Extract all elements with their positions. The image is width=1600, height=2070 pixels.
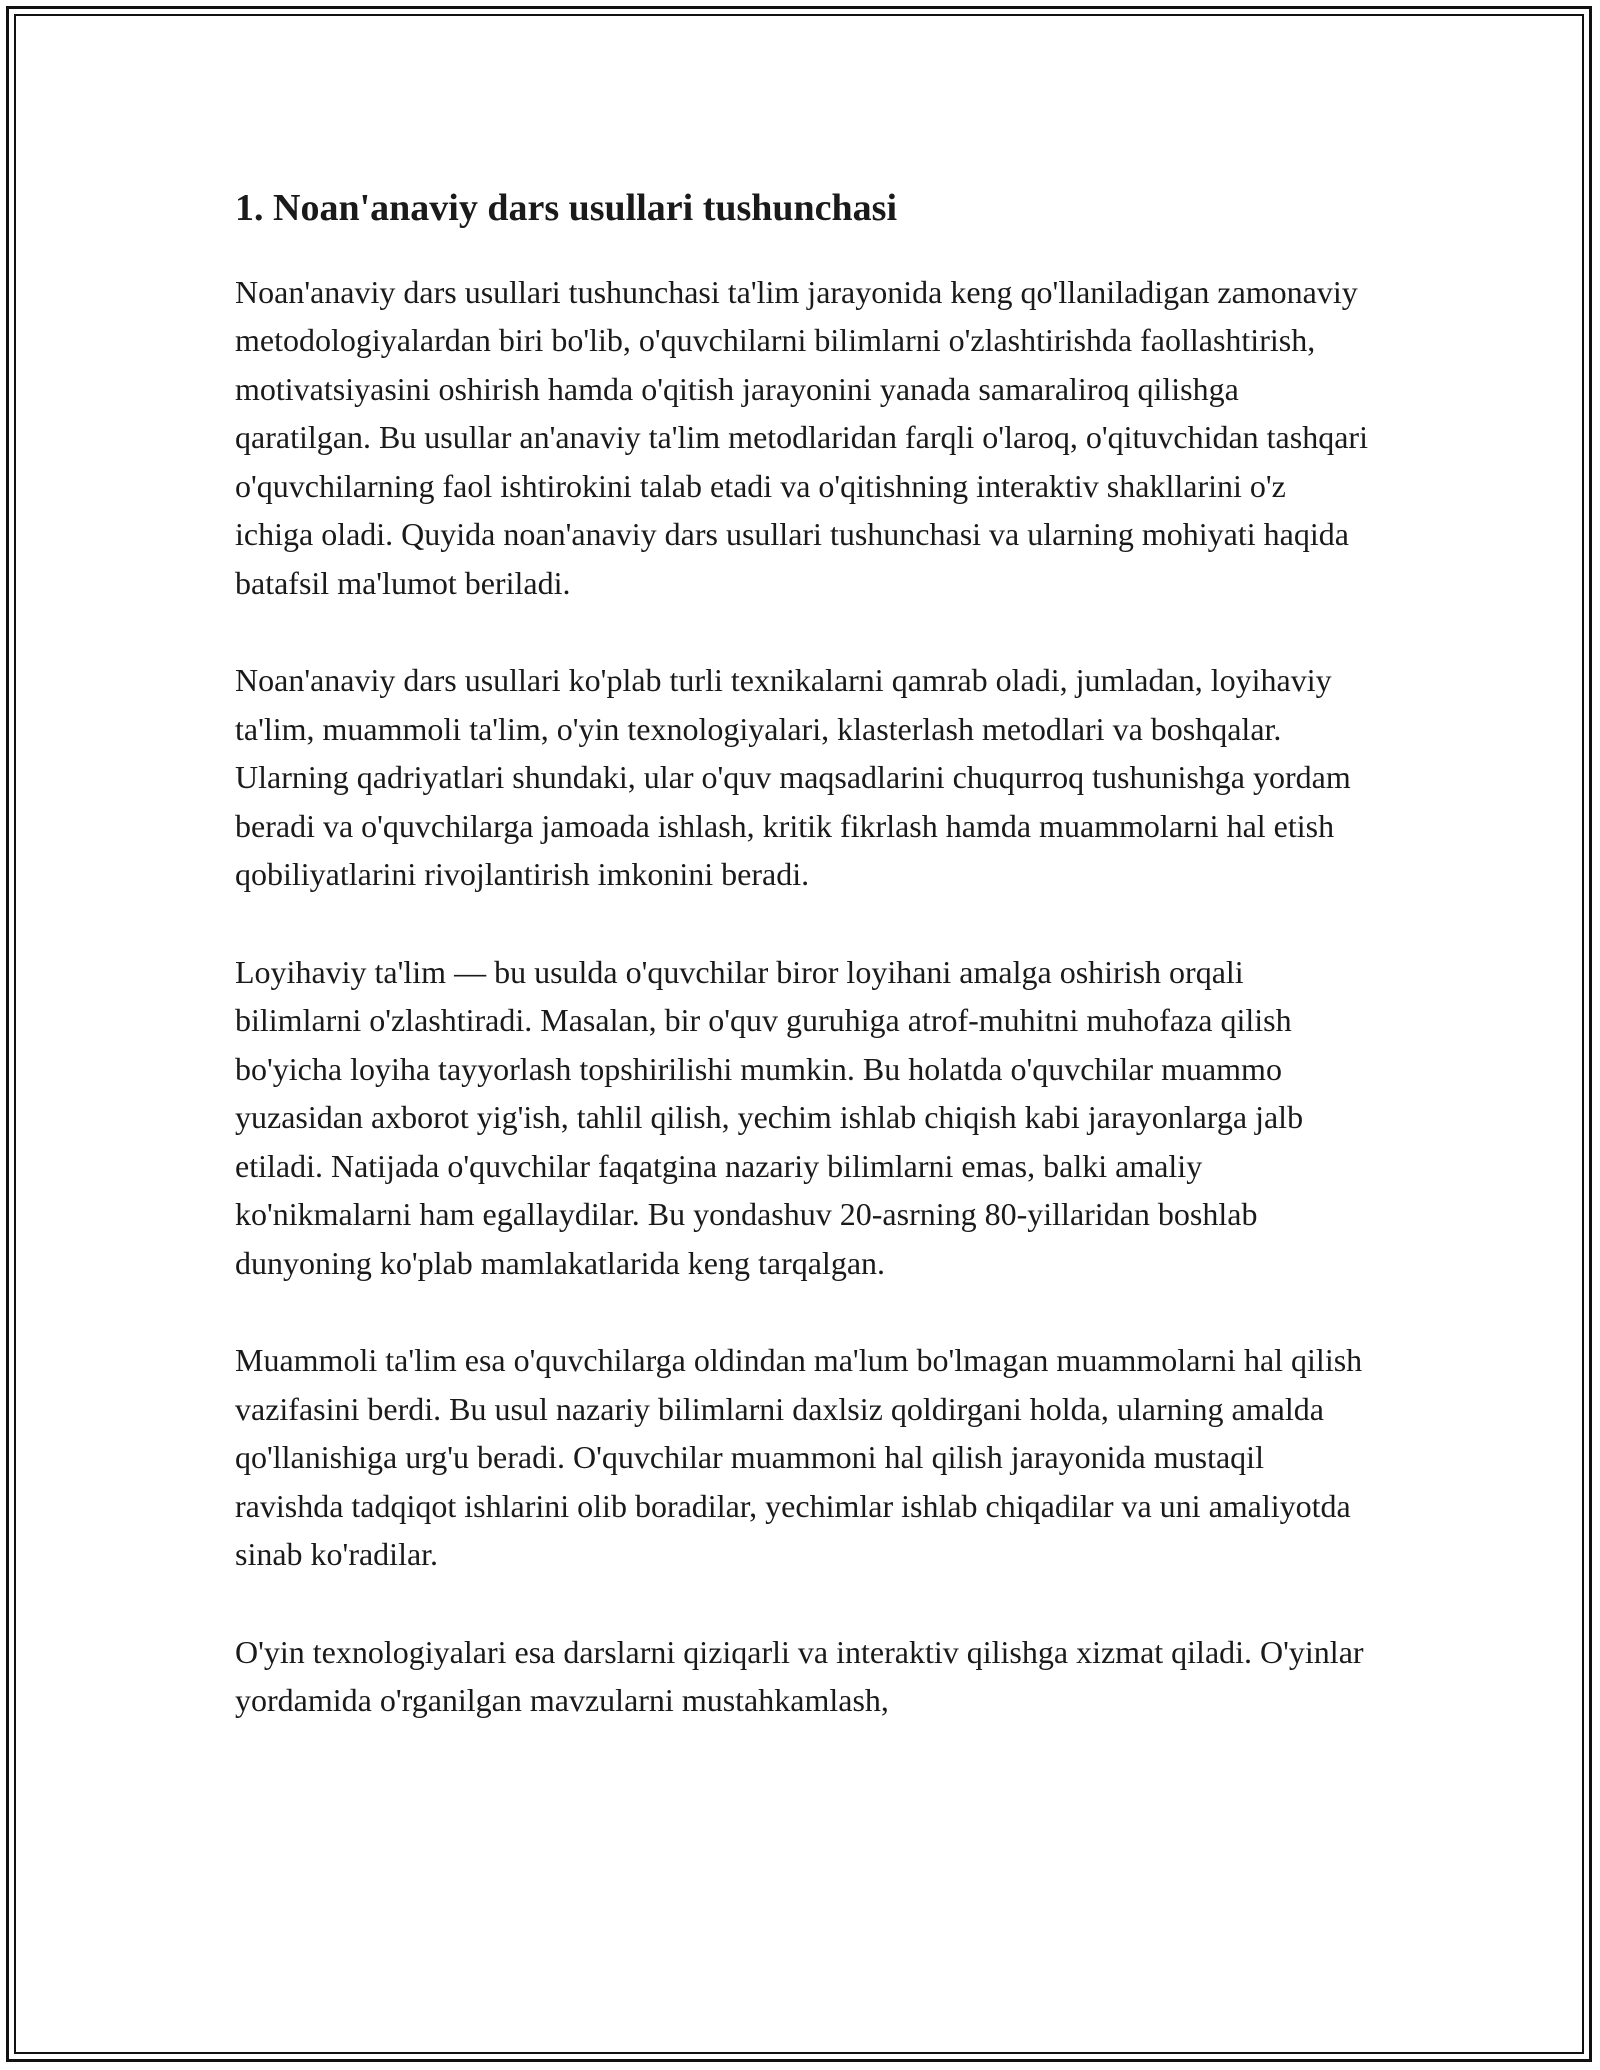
document-page [235, 186, 1370, 1774]
paragraph-project-learning: Loyihaviy ta'lim — bu usulda o'quvchilar biror loyihani amalga oshirish orqali bilimlarni o'zlashtiradi. Masalan, bir o'quv guruhiga atrof-muhitni muhofaza qilish bo'yicha loyiha tayyorlash topshirilishi mumkin. Bu holatda o'quvchilar muammo yuzasidan axborot yig'ish, tahlil qilish, yechim ishlab chiqish kabi jarayonlarga jalb etiladi. Natijada o'quvchilar faqatgina nazariy bilimlarni emas, balki amaliy ko'nikmalarni ham egallaydilar. Bu yondashuv 20-asrning 80-yillaridan boshlab dunyoning ko'plab mamlakatlarida keng tarqalgan. [235, 953, 1304, 1281]
paragraph-intro: Noan'anaviy dars usullari tushunchasi ta'lim jarayonida keng qo'llaniladigan zamonaviy metodologiyalardan biri bo'lib, o'quvchilarni bilimlarni o'zlashtirishda faollashtirish, motivatsiyasini oshirish hamda o'qitish jarayonini yanada samaraliroq qilishga qaratilgan. Bu usullar an'anaviy ta'lim metodlaridan farqli o'laroq, o'qituvchidan tashqari o'quvchilarning faol ishtirokini talab etadi va o'qitishning interaktiv shakllarini o'z ichiga oladi. Quyida noan'anaviy dars usullari tushunchasi va ularning mohiyati haqida batafsil ma'lumot beriladi. [235, 273, 1368, 601]
paragraph-techniques: Noan'anaviy dars usullari ko'plab turli texnikalarni qamrab oladi, jumladan, loyihaviy ta'lim, muammoli ta'lim, o'yin texnologiyalari, klasterlash metodlari va boshqalar. Ularning qadriyatlari shundaki, ular o'quv maqsadlarini chuqurroq tushunishga yordam beradi va o'quvchilarga jamoada ishlash, kritik fikrlash hamda muammolarni hal etish qobiliyatlarini rivojlantirish imkonini beradi. [235, 662, 1351, 893]
section-heading: 1. Noan'anaviy dars usullari tushunchasi [235, 187, 898, 229]
paragraph-game-technologies: O'yin texnologiyalari esa darslarni qiziqarli va interaktiv qilishga xizmat qiladi. O'yinlar yordamida o'rganilgan mavzularni mustahkamlash, [235, 1633, 1364, 1719]
paragraph-problem-learning: Muammoli ta'lim esa o'quvchilarga oldindan ma'lum bo'lmagan muammolarni hal qilish vazifasini berdi. Bu usul nazariy bilimlarni daxlsiz qoldirgani holda, ularning amalda qo'llanishiga urg'u beradi. O'quvchilar muammoni hal qilish jarayonida mustaqil ravishda tadqiqot ishlarini olib boradilar, yechimlar ishlab chiqadilar va uni amaliyotda sinab ko'radilar. [235, 1342, 1363, 1573]
